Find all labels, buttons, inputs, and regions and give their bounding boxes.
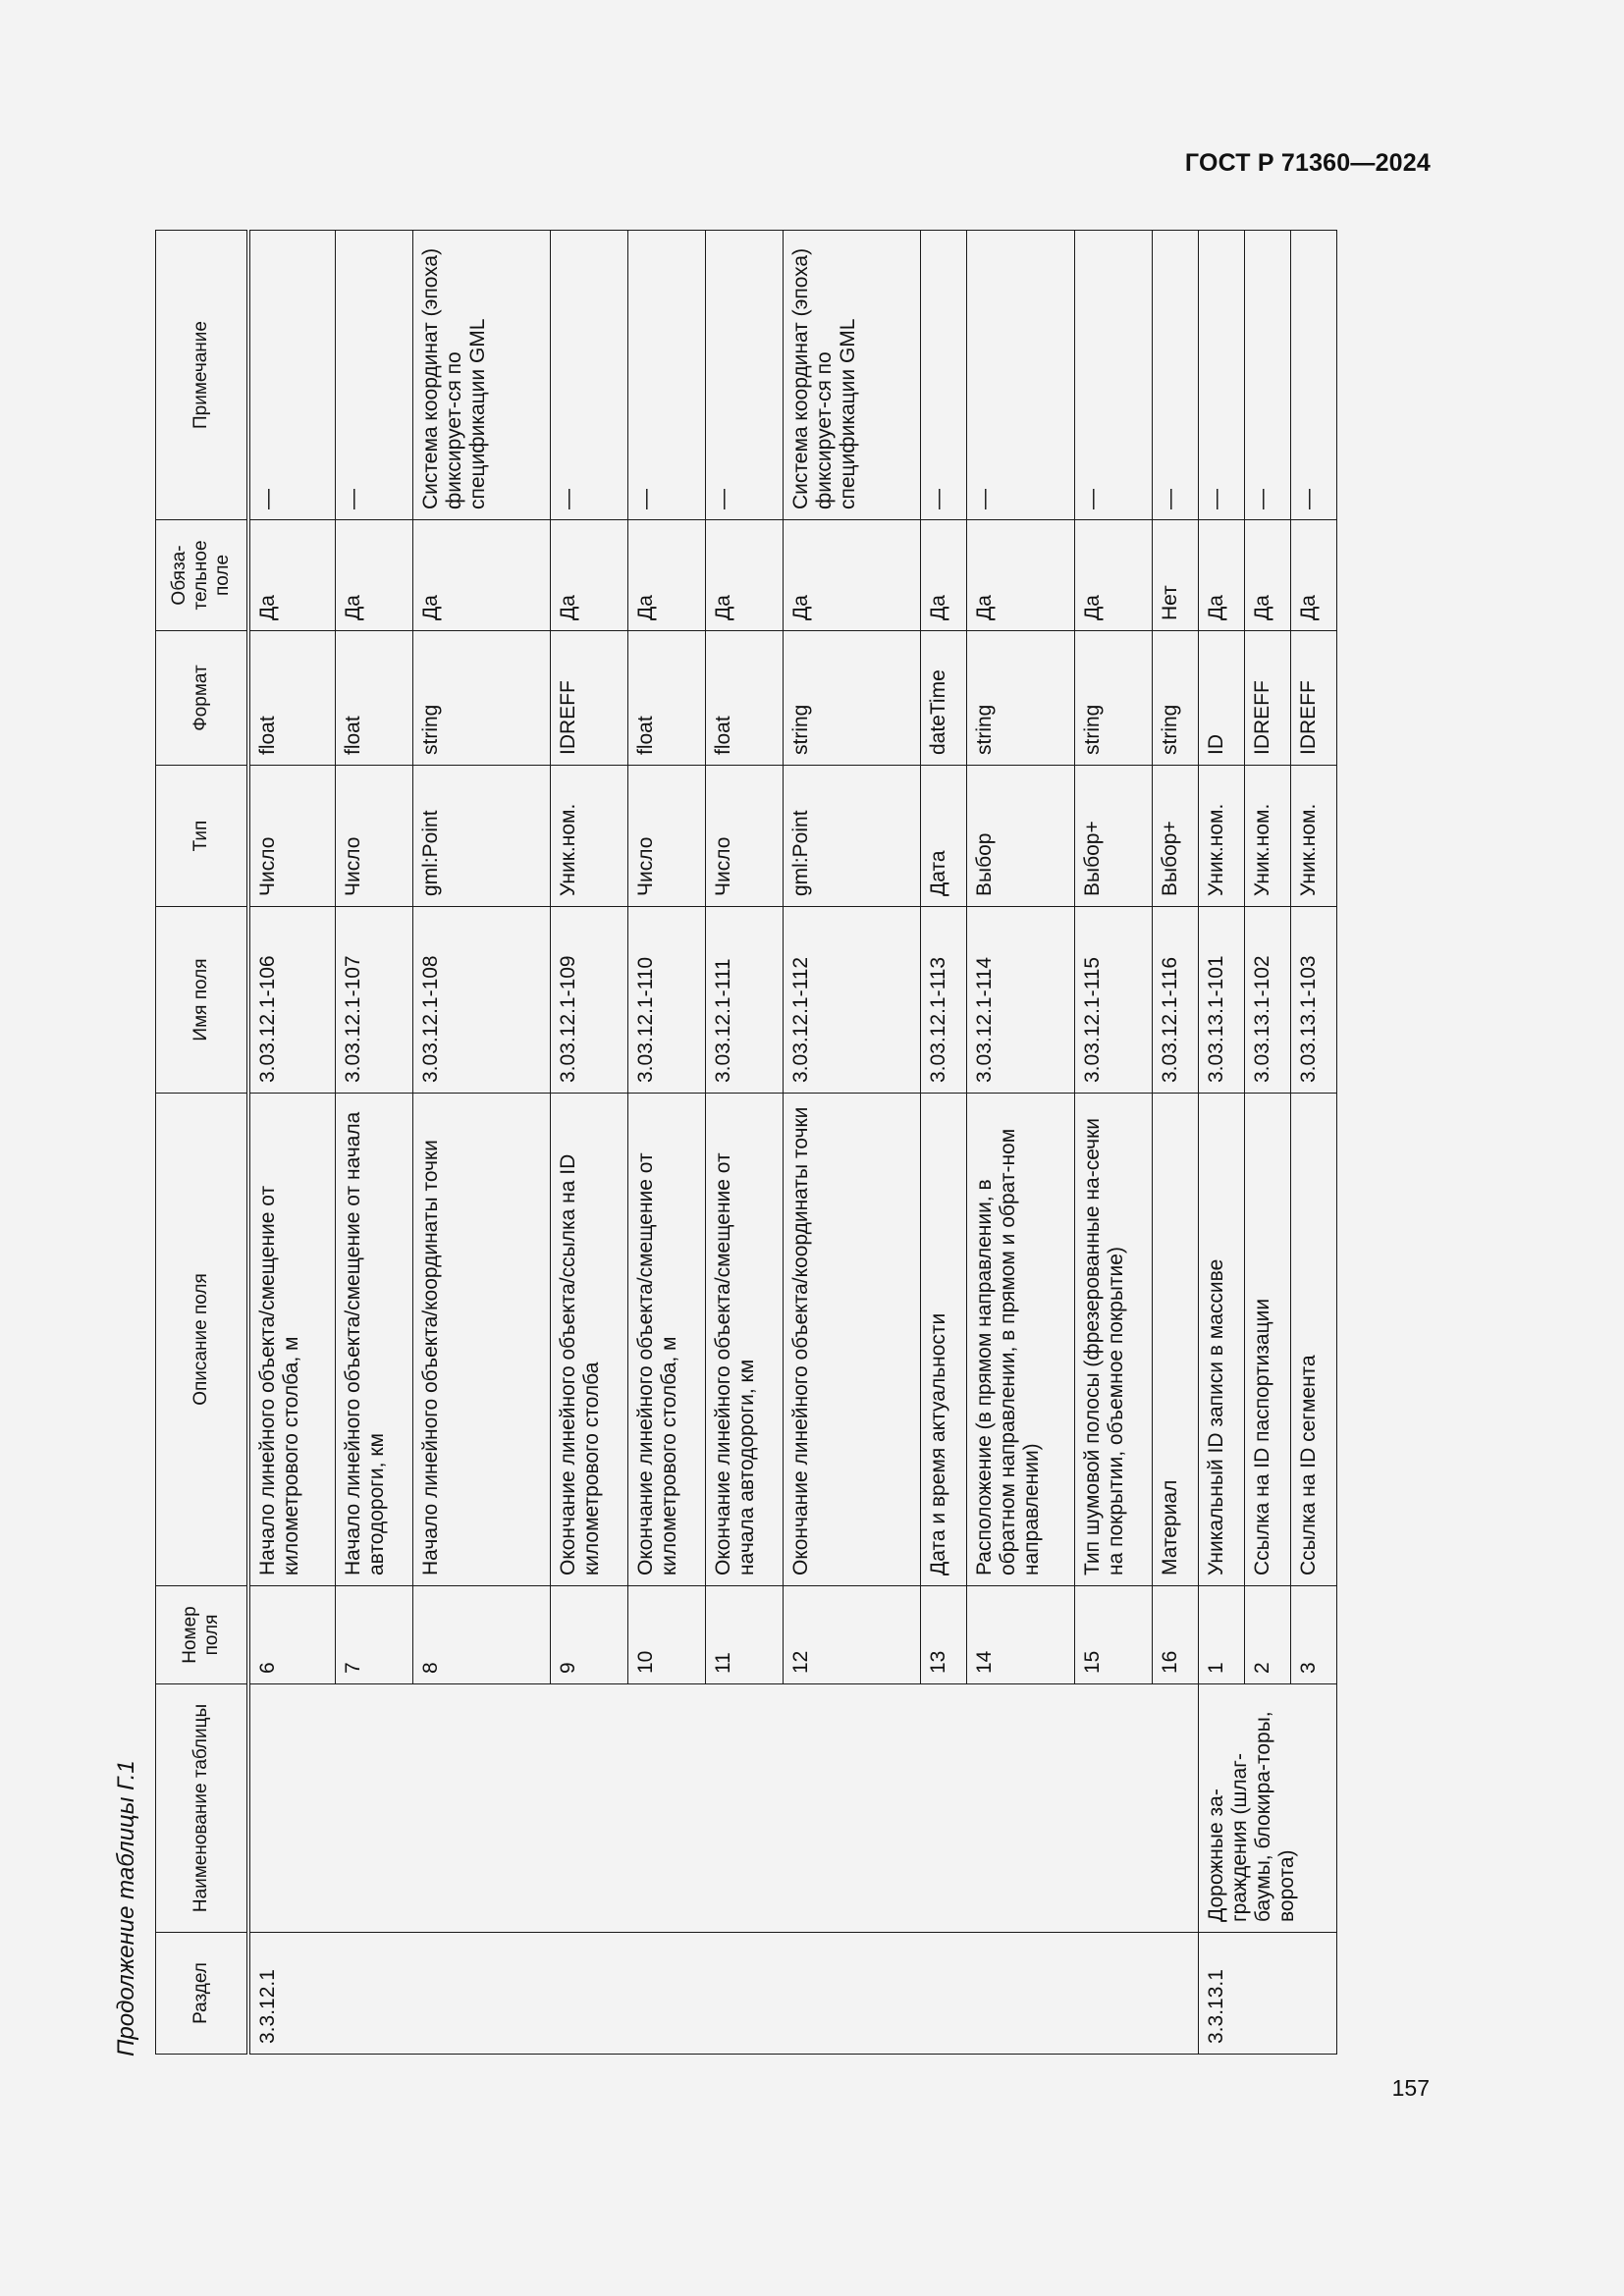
table-cell: — — [550, 231, 627, 520]
table-cell: — — [1198, 231, 1244, 520]
table-cell: string — [1152, 631, 1198, 766]
document-header: ГОСТ Р 71360—2024 — [1184, 149, 1431, 177]
table-cell: string — [1074, 631, 1152, 766]
table-cell: 3.03.13.1-101 — [1198, 907, 1244, 1094]
table-cell — [248, 1684, 1198, 1933]
table-cell: IDREFF — [1290, 631, 1336, 766]
table-cell: string — [412, 631, 550, 766]
table-cell: 3.03.12.1-116 — [1152, 907, 1198, 1094]
table-cell: 10 — [627, 1586, 705, 1684]
table-cell: float — [248, 631, 335, 766]
table-cell: 3.03.12.1-106 — [248, 907, 335, 1094]
table-cell: — — [1290, 231, 1336, 520]
table-cell: Да — [412, 520, 550, 631]
table-cell: IDREFF — [550, 631, 627, 766]
table-cell: 3.03.12.1-107 — [335, 907, 412, 1094]
table-cell: — — [1074, 231, 1152, 520]
table-cell: Число — [627, 766, 705, 907]
table-cell: Да — [1244, 520, 1290, 631]
table-cell: 3.03.13.1-103 — [1290, 907, 1336, 1094]
page-number: 157 — [1391, 2075, 1430, 2101]
table-cell: 3.03.12.1-111 — [705, 907, 783, 1094]
table-cell: Да — [1198, 520, 1244, 631]
column-header: Описание поля — [156, 1094, 249, 1586]
table-cell: Уникальный ID записи в массиве — [1198, 1094, 1244, 1586]
table-cell: — — [627, 231, 705, 520]
table-cell: 3.03.12.1-115 — [1074, 907, 1152, 1094]
table-cell: Число — [335, 766, 412, 907]
table-row — [1198, 231, 1244, 2055]
table-cell: 3.03.12.1-110 — [627, 907, 705, 1094]
rotated-table-page — [112, 231, 1320, 2056]
table-cell: 1 — [1198, 1586, 1244, 1684]
table-cell: Выбор — [966, 766, 1074, 907]
table-cell: Ссылка на ID сегмента — [1290, 1094, 1336, 1586]
table-cell: Число — [705, 766, 783, 907]
table-cell: Ссылка на ID паспортизации — [1244, 1094, 1290, 1586]
table-cell: Выбор+ — [1074, 766, 1152, 907]
table-cell: Дата — [920, 766, 966, 907]
table-cell: 3.03.12.1-114 — [966, 907, 1074, 1094]
table-cell: Да — [1290, 520, 1336, 631]
table-cell: Окончание линейного объекта/смещение от километрового столба, м — [627, 1094, 705, 1586]
table-cell: Система координат (эпоха) фиксирует-ся по спецификации GML — [783, 231, 920, 520]
column-header: Обяза-тельное поле — [156, 520, 249, 631]
table-cell: — — [335, 231, 412, 520]
table-cell: 9 — [550, 1586, 627, 1684]
table-cell: 3 — [1290, 1586, 1336, 1684]
table-cell: Да — [550, 520, 627, 631]
table-cell: Да — [335, 520, 412, 631]
table-cell: gml:Point — [783, 766, 920, 907]
table-cell: Уник.ном. — [1198, 766, 1244, 907]
table-cell: — — [966, 231, 1074, 520]
table-cell: Выбор+ — [1152, 766, 1198, 907]
table-cell: IDREFF — [1244, 631, 1290, 766]
table-cell: — — [248, 231, 335, 520]
table-cell: Расположение (в прямом направлении, в обратном направлении, в прямом и обрат-ном направлении) — [966, 1094, 1074, 1586]
table-cell: float — [705, 631, 783, 766]
table-cell: 2 — [1244, 1586, 1290, 1684]
table-cell: — — [1244, 231, 1290, 520]
table-cell: Начало линейного объекта/смещение от начала автодороги, км — [335, 1094, 412, 1586]
table-cell: ID — [1198, 631, 1244, 766]
table-cell: gml:Point — [412, 766, 550, 907]
table-cell: 3.3.12.1 — [248, 1933, 1198, 2055]
column-header: Раздел — [156, 1933, 249, 2055]
table-cell: — — [705, 231, 783, 520]
table-cell: Материал — [1152, 1094, 1198, 1586]
column-header: Имя поля — [156, 907, 249, 1094]
table-cell: — — [920, 231, 966, 520]
table-cell: Окончание линейного объекта/ссылка на ID километрового столба — [550, 1094, 627, 1586]
table-cell: string — [966, 631, 1074, 766]
table-cell: float — [335, 631, 412, 766]
table-cell: 3.03.12.1-112 — [783, 907, 920, 1094]
table-cell: 12 — [783, 1586, 920, 1684]
column-header: Номер поля — [156, 1586, 249, 1684]
table-cell: Да — [920, 520, 966, 631]
table-cell: 11 — [705, 1586, 783, 1684]
table-cell: 8 — [412, 1586, 550, 1684]
table-cell: Тип шумовой полосы (фрезерованные на-сечки на покрытии, объемное покрытие) — [1074, 1094, 1152, 1586]
table-cell: Окончание линейного объекта/координаты точки — [783, 1094, 920, 1586]
table-row — [248, 231, 335, 2055]
table-cell: 16 — [1152, 1586, 1198, 1684]
table-cell: Начало линейного объекта/смещение от километрового столба, м — [248, 1094, 335, 1586]
data-table — [155, 230, 1337, 2055]
table-cell: 15 — [1074, 1586, 1152, 1684]
table-cell: float — [627, 631, 705, 766]
table-cell: — — [1152, 231, 1198, 520]
table-cell: Да — [248, 520, 335, 631]
table-caption: Продолжение таблицы Г.1 — [113, 1760, 139, 2056]
table-cell: Окончание линейного объекта/смещение от начала автодороги, км — [705, 1094, 783, 1586]
table-cell: Да — [627, 520, 705, 631]
table-cell: Число — [248, 766, 335, 907]
table-cell: 3.03.12.1-113 — [920, 907, 966, 1094]
table-header-row — [156, 231, 249, 2055]
table-cell: Да — [783, 520, 920, 631]
table-cell: dateTime — [920, 631, 966, 766]
table-cell: Уник.ном. — [1290, 766, 1336, 907]
column-header: Примечание — [156, 231, 249, 520]
table-cell: 7 — [335, 1586, 412, 1684]
column-header: Формат — [156, 631, 249, 766]
table-cell: Начало линейного объекта/координаты точки — [412, 1094, 550, 1586]
table-body — [248, 231, 1336, 2055]
column-header: Тип — [156, 766, 249, 907]
table-cell: 6 — [248, 1586, 335, 1684]
table-cell: 3.03.12.1-108 — [412, 907, 550, 1094]
table-cell: string — [783, 631, 920, 766]
table-cell: Уник.ном. — [550, 766, 627, 907]
table-cell: 14 — [966, 1586, 1074, 1684]
table-cell: Да — [966, 520, 1074, 631]
table-cell: Уник.ном. — [1244, 766, 1290, 907]
table-cell: Дорожные за-граждения (шлаг-баумы, блокира-торы, ворота) — [1198, 1684, 1336, 1933]
column-header: Наименование таблицы — [156, 1684, 249, 1933]
table-cell: 3.03.13.1-102 — [1244, 907, 1290, 1094]
table-cell: 3.03.12.1-109 — [550, 907, 627, 1094]
table-cell: Да — [705, 520, 783, 631]
table-cell: 13 — [920, 1586, 966, 1684]
table-cell: Система координат (эпоха) фиксирует-ся по спецификации GML — [412, 231, 550, 520]
table-cell: Да — [1074, 520, 1152, 631]
table-cell: 3.3.13.1 — [1198, 1933, 1336, 2055]
table-cell: Дата и время актуальности — [920, 1094, 966, 1586]
table-cell: Нет — [1152, 520, 1198, 631]
